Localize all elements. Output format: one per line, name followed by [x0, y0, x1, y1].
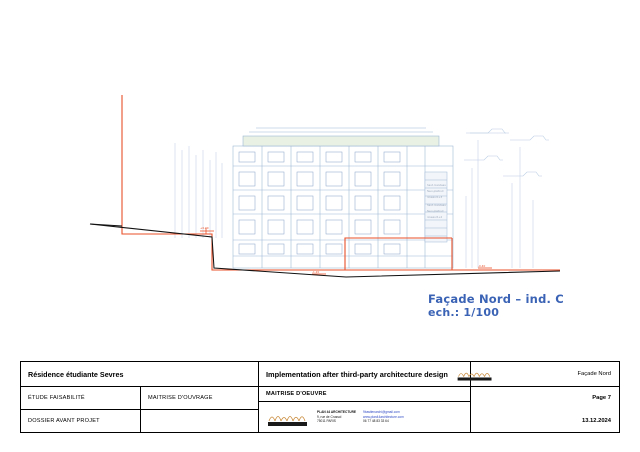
sheet-title: Façade Nord [471, 362, 619, 387]
agency-stamp-icon [455, 364, 495, 384]
svg-text:-0.40: -0.40 [478, 264, 486, 268]
caption-title: Façade Nord – ind. C [428, 292, 564, 306]
drawing-caption [428, 292, 564, 320]
building-facade [233, 128, 453, 268]
agency-address-2: 75011 PARIS [317, 419, 336, 424]
agency-phone: 06 77 48 83 33 64 [363, 419, 389, 424]
table-row [21, 410, 258, 432]
agency-website[interactable]: www.plan44architecture.com [363, 414, 404, 419]
page-number: Page 7 [592, 395, 611, 402]
context-vehicles [464, 129, 549, 176]
title-block [20, 361, 620, 433]
center-title: Implementation after third-party architecture design [259, 362, 470, 387]
background-trees [175, 143, 222, 238]
project-meta-rows [21, 387, 258, 432]
svg-text:faux-plafond: faux-plafond [427, 190, 444, 193]
svg-text:haut. bandeau: haut. bandeau [427, 204, 446, 207]
stair-tower [425, 172, 447, 242]
agency-name: PLAN 44 ARCHITECTURE [317, 410, 357, 415]
phase-label: ÉTUDE FAISABILITÉ [21, 387, 141, 409]
moa-label: MAITRISE D'OUVRAGE [148, 395, 213, 401]
title-block-center [259, 362, 471, 432]
svg-text:+0.00: +0.00 [200, 226, 209, 230]
svg-text:niveau R+3: niveau R+3 [427, 196, 443, 199]
terrain-line [90, 224, 560, 277]
svg-text:-1.20: -1.20 [312, 270, 320, 274]
svg-text:faux-plafond: faux-plafond [427, 210, 444, 213]
project-name: Résidence étudiante Sevres [21, 362, 258, 387]
caption-scale: ech.: 1/100 [428, 306, 500, 320]
moa-value [141, 410, 258, 432]
svg-text:haut. bandeau: haut. bandeau [427, 184, 446, 187]
svg-text:niveau R+2: niveau R+2 [427, 216, 443, 219]
window-grid [239, 152, 400, 254]
agency-details [317, 410, 404, 424]
agency-logo-icon [265, 404, 311, 430]
agency-address-1: 9, rue de Crussol [317, 414, 342, 419]
title-block-left [21, 362, 259, 432]
agency-email[interactable]: 9bastienarchi@gmail.com [363, 410, 400, 415]
document-date: 13.12.2024 [581, 417, 611, 424]
moe-label: MAITRISE D'OEUVRE [259, 387, 470, 402]
document-kind: DOSSIER AVANT PROJET [21, 410, 141, 432]
agency-block [259, 402, 470, 432]
table-row [21, 387, 258, 410]
